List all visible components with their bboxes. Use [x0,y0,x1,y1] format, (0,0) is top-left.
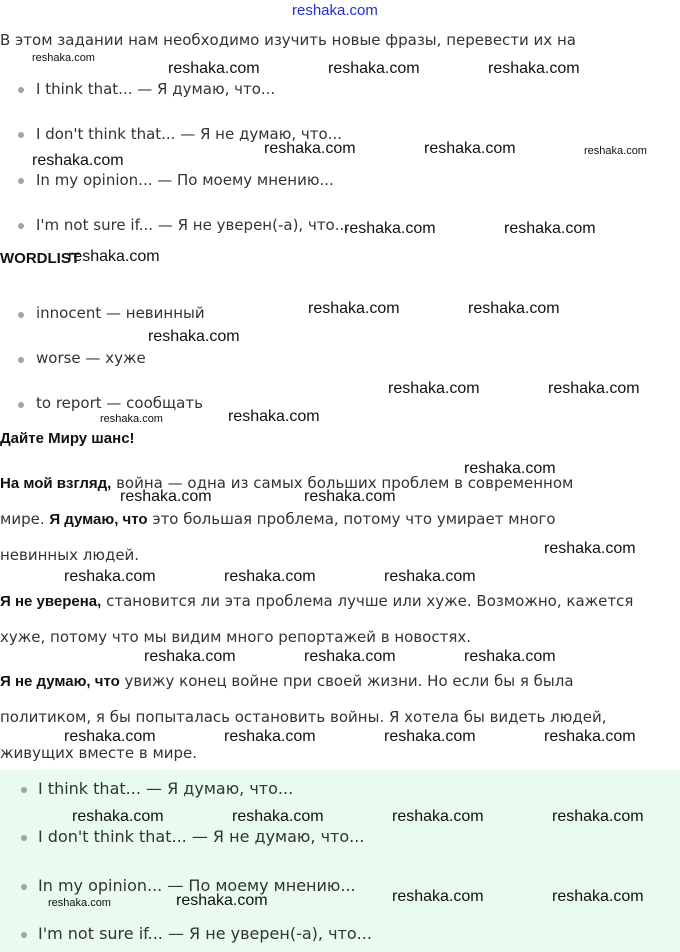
list-item: innocent — невинный [36,304,205,322]
list-item: In my opinion... — По моему мнению... [36,171,334,189]
watermark: reshaka.com [544,728,636,745]
watermark: reshaka.com [68,248,160,265]
watermark: reshaka.com [144,648,236,665]
essay-text: это большая проблема, потому что умирает много [147,510,556,528]
bold-phrase: На мой взгляд, [0,475,112,492]
essay-paragraph-1-line-3: невинных людей. [0,546,140,564]
list-item: to report — сообщать [36,394,203,412]
watermark: reshaka.com [304,488,396,505]
bold-phrase: Я не думаю, что [0,673,120,690]
essay-text: увижу конец войне при своей жизни. Но если бы я была [119,672,574,690]
watermark: reshaka.com [464,460,556,477]
watermark: reshaka.com [468,300,560,317]
watermark: reshaka.com [544,540,636,557]
watermark: reshaka.com [120,488,212,505]
essay-text: мире. [0,510,50,528]
bullet-icon [21,787,27,793]
essay-paragraph-3-line-1 [0,672,574,690]
watermark: reshaka.com [100,413,163,425]
watermark: reshaka.com [388,380,480,397]
list-item: I'm not sure if... — Я не уверен(-а), что... [38,924,372,943]
watermark: reshaka.com [584,145,647,157]
essay-text: война — одна из самых больших проблем в современном [111,474,574,492]
bold-phrase: Я не уверена, [0,593,102,610]
watermark: reshaka.com [64,728,156,745]
watermark: reshaka.com [392,888,484,905]
watermark: reshaka.com [304,648,396,665]
essay-text: становится ли эта проблема лучше или хуже. Возможно, кажется [101,592,634,610]
watermark: reshaka.com [552,888,644,905]
essay-paragraph-2-line-1 [0,592,633,610]
watermark: reshaka.com [168,60,260,77]
watermark: reshaka.com [224,728,316,745]
bullet-icon [21,932,27,938]
list-item: I don't think that... — Я не думаю, что... [38,827,365,846]
bullet-icon [18,178,24,184]
list-item: In my opinion... — По моему мнению... [38,876,356,895]
essay-paragraph-2-line-2: хуже, потому что мы видим много репортажей в новостях. [0,628,471,646]
bullet-icon [18,312,24,318]
bullet-icon [18,223,24,229]
list-item: I don't think that... — Я не думаю, что... [36,125,342,143]
watermark: reshaka.com [64,568,156,585]
watermark: reshaka.com [72,808,164,825]
list-item: I think that... — Я думаю, что... [38,779,294,798]
watermark: reshaka.com [328,60,420,77]
watermark: reshaka.com [176,892,268,909]
essay-title: Дайте Миру шанс! [0,430,135,447]
essay-paragraph-3-line-2: политиком, я бы попыталась остановить войны. Я хотела бы видеть людей, [0,708,607,726]
bullet-icon [18,132,24,138]
watermark: reshaka.com [384,728,476,745]
bullet-icon [21,835,27,841]
list-item: I think that... — Я думаю, что... [36,80,276,98]
watermark: reshaka.com [224,568,316,585]
essay-paragraph-3-line-3: живущих вместе в мире. [0,744,198,762]
watermark: reshaka.com [48,897,111,909]
intro-text: В этом задании нам необходимо изучить новые фразы, перевести их на [0,31,576,49]
bullet-icon [18,402,24,408]
watermark: reshaka.com [228,408,320,425]
bullet-icon [21,884,27,890]
watermark: reshaka.com [392,808,484,825]
watermark: reshaka.com [548,380,640,397]
bullet-icon [18,357,24,363]
watermark: reshaka.com [308,300,400,317]
site-link[interactable]: reshaka.com [292,2,378,19]
essay-paragraph-1-line-2 [0,510,556,528]
wordlist-heading: WORDLIST [0,250,80,267]
watermark: reshaka.com [264,140,356,157]
watermark: reshaka.com [32,152,124,169]
watermark: reshaka.com [552,808,644,825]
watermark: reshaka.com [344,220,436,237]
list-item: I'm not sure if... — Я не уверен(-а), что... [36,216,350,234]
watermark: reshaka.com [424,140,516,157]
list-item: worse — хуже [36,349,146,367]
watermark: reshaka.com [148,328,240,345]
watermark: reshaka.com [384,568,476,585]
bold-phrase: Я думаю, что [49,511,148,528]
bullet-icon [18,87,24,93]
watermark: reshaka.com [488,60,580,77]
watermark: reshaka.com [232,808,324,825]
watermark: reshaka.com [464,648,556,665]
watermark: reshaka.com [32,52,95,64]
watermark: reshaka.com [504,220,596,237]
